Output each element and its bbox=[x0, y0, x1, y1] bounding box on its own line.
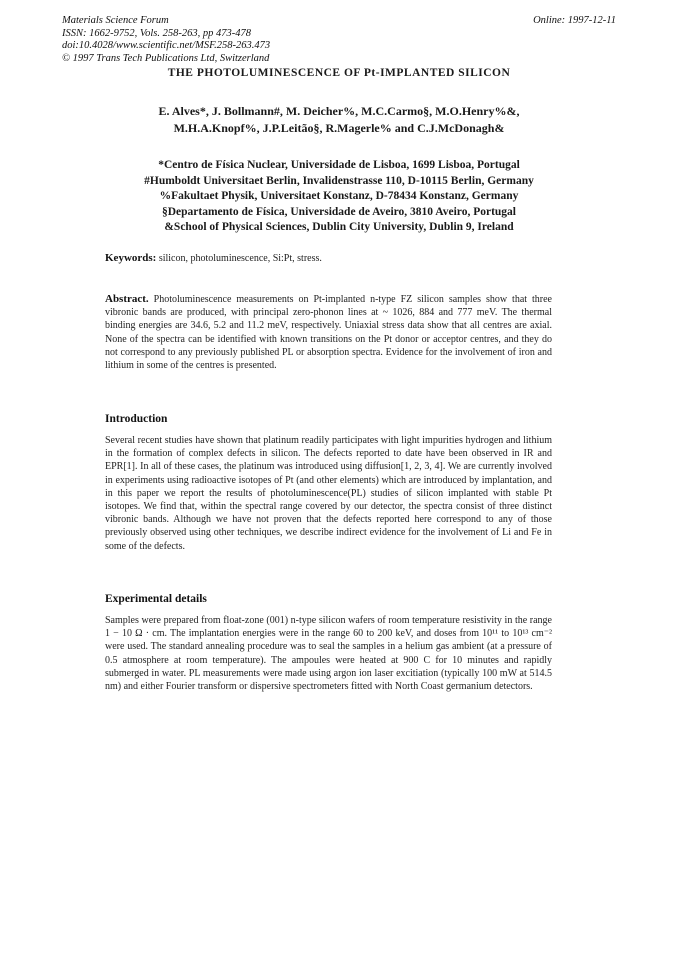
doi-line[interactable]: doi:10.4028/www.scientific.net/MSF.258-263.473 bbox=[62, 40, 271, 51]
author-line-1: E. Alves*, J. Bollmann#, M. Deicher%, M.C.Carmo§, M.O.Henry%&, bbox=[158, 104, 520, 118]
introduction-text: Several recent studies have shown that platinum readily participates with light impurities hydrogen and lithium in the formation of complex defects in silicon. The defects reported to date have been observed in IR and EPR[1]. In all of these cases, the platinum was introduced using diffusion[1, 2, 3, 4]. We are currently involved in experiments using radioactive isotopes of Pt (and other elements) which are introduced by implantation, and in this paper we report the results of photoluminescence(PL) studies of silicon implanted with stable Pt isotopes. We find that, within the spectral range covered by our detector, the spectra consist of three distinct vibronic bands. Although we have not proven that the defects reported here correspond to any of those previously observed using other techniques, we describe indirect evidence for the involvement of Li and Fe in some of the defects. bbox=[105, 435, 552, 552]
affiliation-list bbox=[0, 158, 678, 236]
abstract-text: Photoluminescence measurements on Pt-implanted n-type FZ silicon samples show that three vibronic bands are produced, with principal zero-phonon lines at ~ 1026, 884 and 777 meV. The thermal binding energies are 34.6, 5.2 and 11.2 meV, respectively. Uniaxial stress data show that all centres are axial. None of the spectra can be identified with known transitions on the Pt donor or acceptor centres, and they do not correspond to any previously published PL or absorption spectra. Evidence for the involvement of iron and lithium in some of the centres is presented. bbox=[105, 294, 552, 372]
online-date: Online: 1997-12-11 bbox=[533, 15, 616, 26]
keywords-block bbox=[105, 252, 552, 265]
author-line-2: M.H.A.Knopf%, J.P.Leitão§, R.Magerle% and C.J.McDonagh& bbox=[173, 121, 505, 135]
experimental-heading: Experimental details bbox=[105, 593, 207, 605]
keywords-text: silicon, photoluminescence, Si:Pt, stress. bbox=[158, 253, 322, 264]
copyright-line: © 1997 Trans Tech Publications Ltd, Switzerland bbox=[62, 52, 270, 64]
affiliation-5: &School of Physical Sciences, Dublin City University, Dublin 9, Ireland bbox=[164, 221, 514, 233]
paper-title: THE PHOTOLUMINESCENCE OF Pt-IMPLANTED SILICON bbox=[167, 67, 511, 79]
affiliation-1: *Centro de Física Nuclear, Universidade de Lisboa, 1699 Lisboa, Portugal bbox=[158, 159, 520, 171]
issn-line: ISSN: 1662-9752, Vols. 258-263, pp 473-478 bbox=[62, 27, 251, 39]
introduction-heading: Introduction bbox=[105, 413, 168, 425]
abstract-label: Abstract. bbox=[105, 293, 149, 305]
abstract-block bbox=[105, 293, 552, 372]
experimental-text: Samples were prepared from float-zone (001) n-type silicon wafers of room temperature resistivity in the range 1 − 10 Ω · cm. The implantation energies were in the range 60 to 200 keV, and doses from 10¹¹ to 10¹³ cm⁻² were used. The standard annealing procedure was to seal the samples in a helium gas ambient (at a pressure of 0.5 atmosphere at room temperature). The ampoules were heated at 900 C for 10 minutes and rapidly submerged in water. PL measurements were made using argon ion laser excitiation (typically 100 mW at 514.5 nm) and either Fourier transform or dispersive spectrometers fitted with North Coast germanium detectors. bbox=[105, 615, 552, 693]
keywords-label: Keywords: bbox=[105, 252, 157, 264]
affiliation-4: §Departamento de Física, Universidade de Aveiro, 3810 Aveiro, Portugal bbox=[161, 205, 516, 218]
journal-name: Materials Science Forum bbox=[62, 15, 169, 26]
journal-header bbox=[62, 15, 270, 65]
affiliation-2: #Humboldt Universitaet Berlin, Invalidenstrasse 110, D-10115 Berlin, Germany bbox=[144, 174, 534, 187]
author-list bbox=[0, 103, 678, 137]
affiliation-3: %Fakultaet Physik, Universitaet Konstanz, D-78434 Konstanz, Germany bbox=[159, 190, 519, 202]
